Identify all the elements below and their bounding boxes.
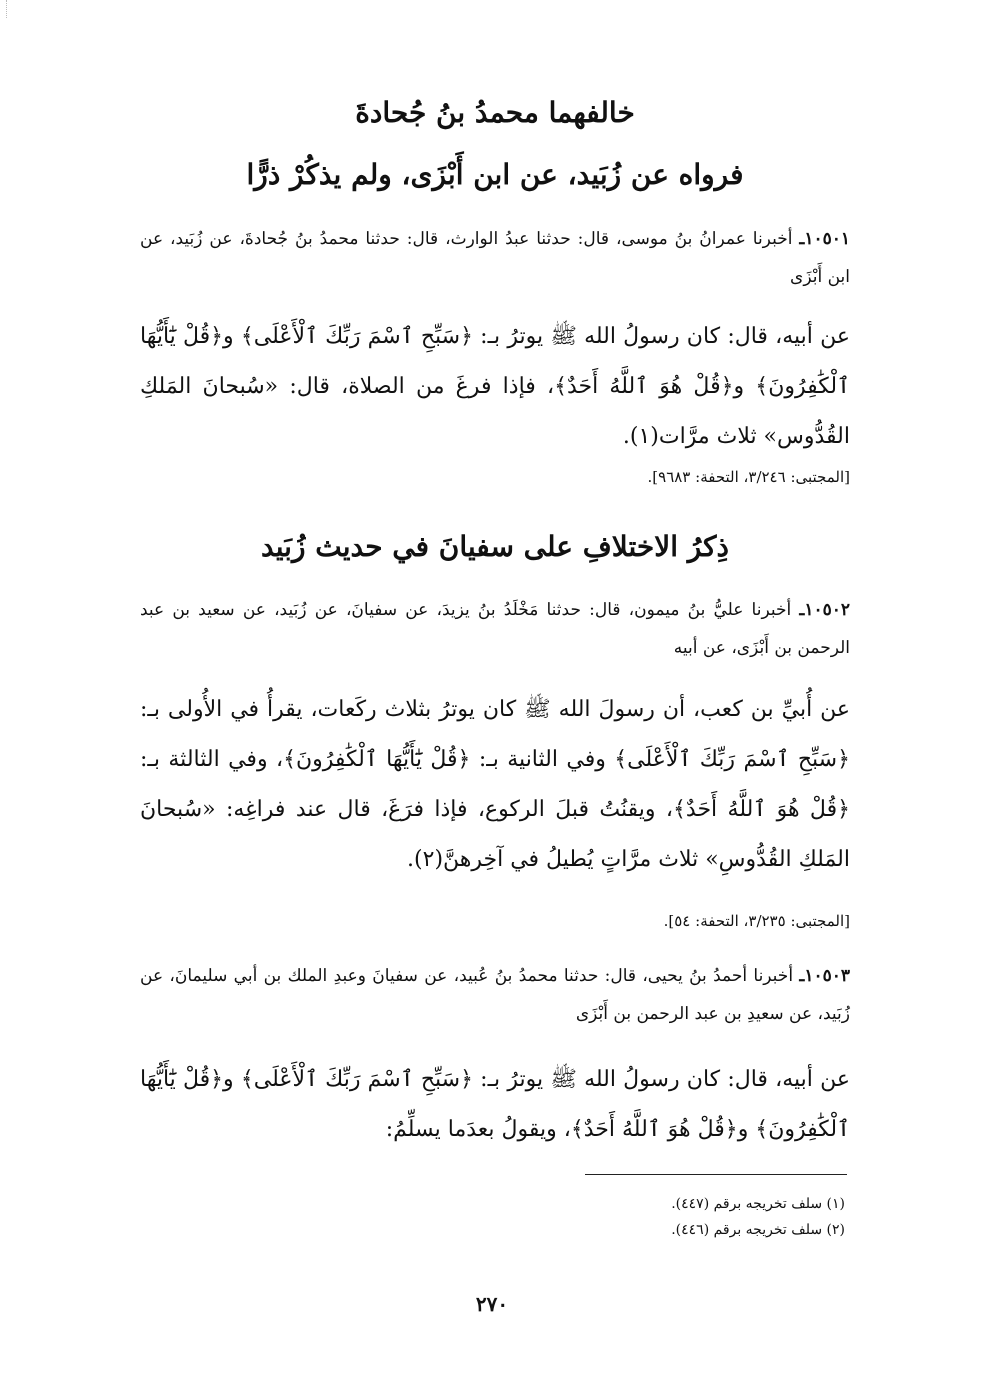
hadith-10501-reference: [المجتبى: ٣/٢٤٦، التحفة: ٩٦٨٣]. xyxy=(647,468,850,486)
hadith-number: ١٠٥٠١ـ xyxy=(799,229,851,249)
hadith-number: ١٠٥٠٣ـ xyxy=(799,966,850,986)
isnad-text: أخبرنا عمرانُ بنُ موسى، قال: حدثنا عبدُ الوارث، قال: حدثنا محمدُ بنُ جُحادةَ، عن زُبَيد، عن ابن أَبْزَى xyxy=(140,229,850,287)
isnad-text: أخبرنا عليُّ بنُ ميمون، قال: حدثنا مَخْلَدُ بنُ يزيدَ، عن سفيانَ، عن زُبَيد، عن سعيد بن عبد الرحمن بن أَبْزَى، عن أبيه xyxy=(140,600,850,658)
hadith-10502-isnad xyxy=(140,591,850,667)
footnote-2: (٢) سلف تخريجه برقم (٤٤٦). xyxy=(671,1222,845,1238)
footnotes xyxy=(500,1191,845,1243)
scan-edge-mark xyxy=(6,0,7,18)
page-number: ٢٧٠ xyxy=(475,1292,509,1316)
heading-khalafahuma: خالفهما محمدُ بنُ جُحادةَ xyxy=(355,96,635,129)
isnad-text: أخبرنا أحمدُ بنُ يحيى، قال: حدثنا محمدُ بنُ عُبيد، عن سفيانَ وعبدِ الملك بن أبي سليمانَ، عن زُبَيد، عن سعيدِ بن عبد الرحمن بن أَبْزَى xyxy=(140,966,850,1024)
footnote-1: (١) سلف تخريجه برقم (٤٤٧). xyxy=(671,1196,845,1212)
footnote-separator xyxy=(585,1174,847,1175)
heading-ikhtilaf: ذِكرُ الاختلافِ على سفيانَ في حديث زُبَيد xyxy=(261,530,729,563)
hadith-number: ١٠٥٠٢ـ xyxy=(799,600,850,620)
hadith-10502-matn: عن أُبيِّ بن كعب، أن رسولَ الله ﷺ كان يوترُ بثلاث ركَعات، يقرأُ في الأُولى بـ: ﴿سَبِّحِ ٱسْمَ رَبِّكَ ٱلْأَعْلَى﴾ وفي الثانية بـ: ﴿قُلْ يَٰٓأَيُّهَا ٱلْكَٰفِرُونَ﴾، وفي الثالثة بـ: ﴿قُلْ هُوَ ٱللَّهُ أَحَدٌ﴾، ويقنُتُ قبلَ الركوع، فإذا فرَغَ، قال عند فراغِه: «سُبحانَ المَلكِ القُدُّوسِ» ثلاث مرَّاتٍ يُطيلُ في آخِرهنَّ(٢). xyxy=(140,697,850,872)
heading-fa-rawahu: فرواه عن زُبَيد، عن ابن أَبْزَى، ولم يذكُرْ ذرًّا xyxy=(246,158,744,191)
hadith-10503-isnad xyxy=(140,957,850,1033)
hadith-10501-isnad xyxy=(140,220,850,296)
hadith-10503-matn: عن أبيه، قال: كان رسولُ الله ﷺ يوترُ بـ: ﴿سَبِّحِ ٱسْمَ رَبِّكَ ٱلْأَعْلَى﴾ و﴿قُلْ يَٰٓأَيُّهَا ٱلْكَٰفِرُونَ﴾ و﴿قُلْ هُوَ ٱللَّهُ أَحَدٌ﴾، ويقولُ بعدَما يسلِّمُ: xyxy=(140,1067,850,1142)
hadith-10501-matn: عن أبيه، قال: كان رسولُ الله ﷺ يوترُ بـ: ﴿سَبِّحِ ٱسْمَ رَبِّكَ ٱلْأَعْلَى﴾ و﴿قُلْ يَٰٓأَيُّهَا ٱلْكَٰفِرُونَ﴾ و﴿قُلْ هُوَ ٱللَّهُ أَحَدٌ﴾، فإذا فرغَ من الصلاة، قال: «سُبحانَ المَلكِ القُدُّوس» ثلاث مرَّات(١). xyxy=(140,324,850,449)
hadith-10502-reference: [المجتبى: ٣/٢٣٥، التحفة: ٥٤]. xyxy=(663,912,850,930)
